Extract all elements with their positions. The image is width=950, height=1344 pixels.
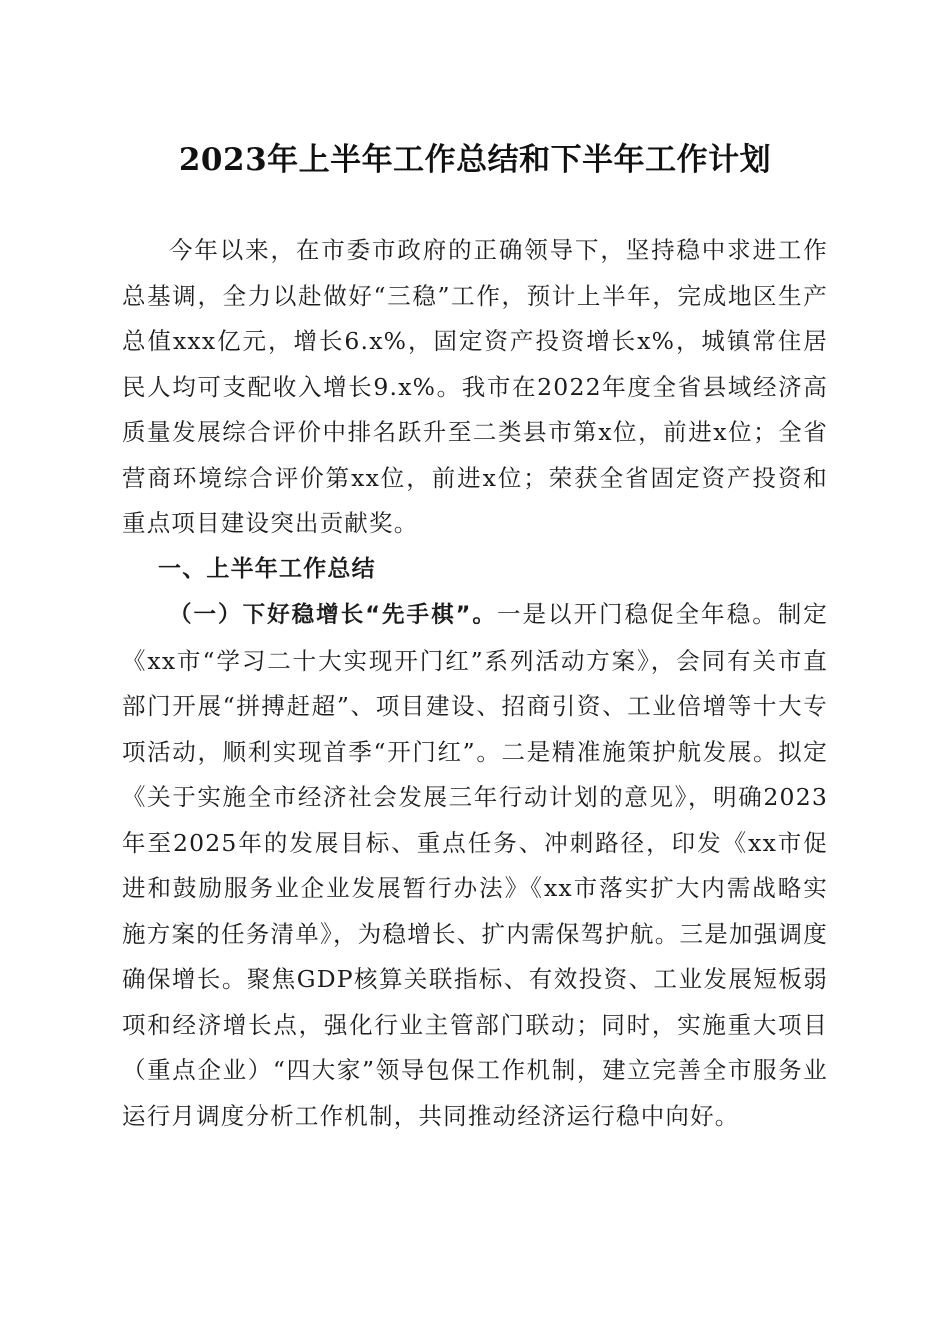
subsection-heading-stable-growth: （一）下好稳增长“先手棋”。 (169, 602, 497, 628)
document-body (122, 228, 828, 1139)
section1-subsection1-paragraph (122, 592, 828, 1139)
intro-paragraph: 今年以来，在市委市政府的正确领导下，坚持稳中求进工作总基调，全力以赴做好“三稳”工作，预计上半年，完成地区生产总值xxx亿元，增长6.x%，固定资产投资增长x%，城镇常住居民人均可支配收入增长9.x%。我市在2022年度全省县域经济高质量发展综合评价中排名跃升至二类县市第x位，前进x位；全省营商环境综合评价第xx位，前进x位；荣获全省固定资产投资和重点项目建设突出贡献奖。 (122, 236, 828, 537)
section-heading-first-half-summary: 一、上半年工作总结 (158, 555, 376, 582)
document-title: 2023年上半年工作总结和下半年工作计划 (178, 142, 772, 178)
subsection-body-stable-growth: 一是以开门稳促全年稳。制定《xx市“学习二十大实现开门红”系列活动方案》，会同有关市直部门开展“拼搏赶超”、项目建设、招商引资、工业倍增等十大专项活动，顺利实现首季“开门红”。二是精准施策护航发展。拟定《关于实施全市经济社会发展三年行动计划的意见》，明确2023年至2025年的发展目标、重点任务、冲刺路径，印发《xx市促进和鼓励服务业企业发展暂行办法》《xx市落实扩大内需战略实施方案的任务清单》，为稳增长、扩内需保驾护航。三是加强调度确保增长。聚焦GDP核算关联指标、有效投资、工业发展短板弱项和经济增长点，强化行业主管部门联动；同时，实施重大项目（重点企业）“四大家”领导包保工作机制，建立完善全市服务业运行月调度分析工作机制，共同推动经济运行稳中向好。 (122, 600, 828, 1130)
